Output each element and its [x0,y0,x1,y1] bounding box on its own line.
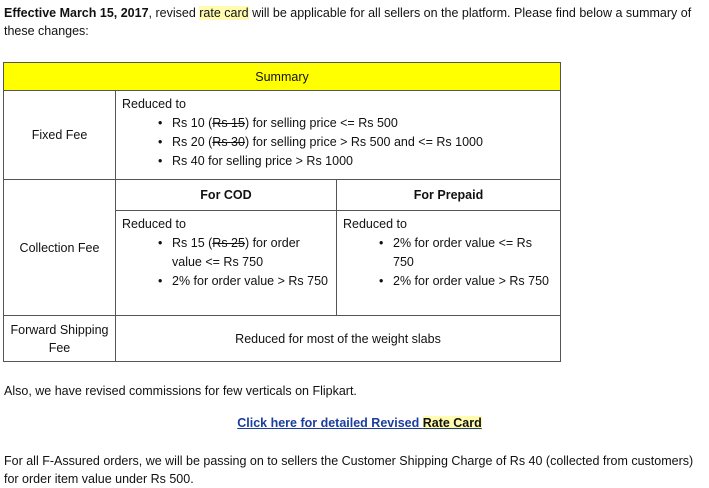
intro-paragraph [4,4,704,40]
list-item: • Rs 10 (Rs 15) for selling price <= Rs 500 [122,114,554,133]
intro-text-2: will be applicable for all sellers on the platform. Please find below a summary of these changes: [4,6,692,38]
fixed-fee-cell [116,91,561,180]
summary-table [3,62,561,362]
summary-header: Summary [4,63,561,91]
revised-rate-card-link[interactable] [237,416,482,430]
list-item: • 2% for order value > Rs 750 [343,272,554,291]
list-item: • 2% for order value <= Rs 750 [343,234,554,272]
forward-shipping-text: Reduced for most of the weight slabs [116,316,561,362]
link-rate-card-highlight[interactable]: Rate Card [422,416,482,430]
prepaid-list [343,234,554,291]
f-assured-note: For all F-Assured orders, we will be passing on to sellers the Customer Shipping Charge of Rs 40 (collected from customers) for order item value under Rs 500. [4,454,694,486]
list-item: • Rs 40 for selling price > Rs 1000 [122,152,554,171]
fixed-fee-intro: Reduced to [122,97,186,111]
link-text[interactable]: Click here for detailed Revised [237,416,423,430]
cod-intro: Reduced to [122,217,186,231]
list-item: • 2% for order value > Rs 750 [122,272,330,291]
commissions-note: Also, we have revised commissions for few verticals on Flipkart. [4,384,357,398]
list-item: • Rs 20 (Rs 30) for selling price > Rs 500 and <= Rs 1000 [122,133,554,152]
list-item: • Rs 15 (Rs 25) for order value <= Rs 750 [122,234,330,272]
collection-fee-label: Collection Fee [4,180,116,316]
cod-list [122,234,330,291]
cod-cell [116,211,337,316]
rate-card-link-wrap [0,416,709,430]
effective-date: Effective March 15, 2017 [4,6,149,20]
cod-column-header: For COD [116,180,337,211]
fixed-fee-list [122,114,554,171]
rate-card-highlight: rate card [199,6,249,20]
prepaid-column-header: For Prepaid [337,180,561,211]
fixed-fee-label: Fixed Fee [4,91,116,180]
prepaid-intro: Reduced to [343,217,407,231]
forward-shipping-label: Forward Shipping Fee [4,316,116,362]
intro-text-1: , revised [148,6,200,20]
prepaid-cell [337,211,561,316]
